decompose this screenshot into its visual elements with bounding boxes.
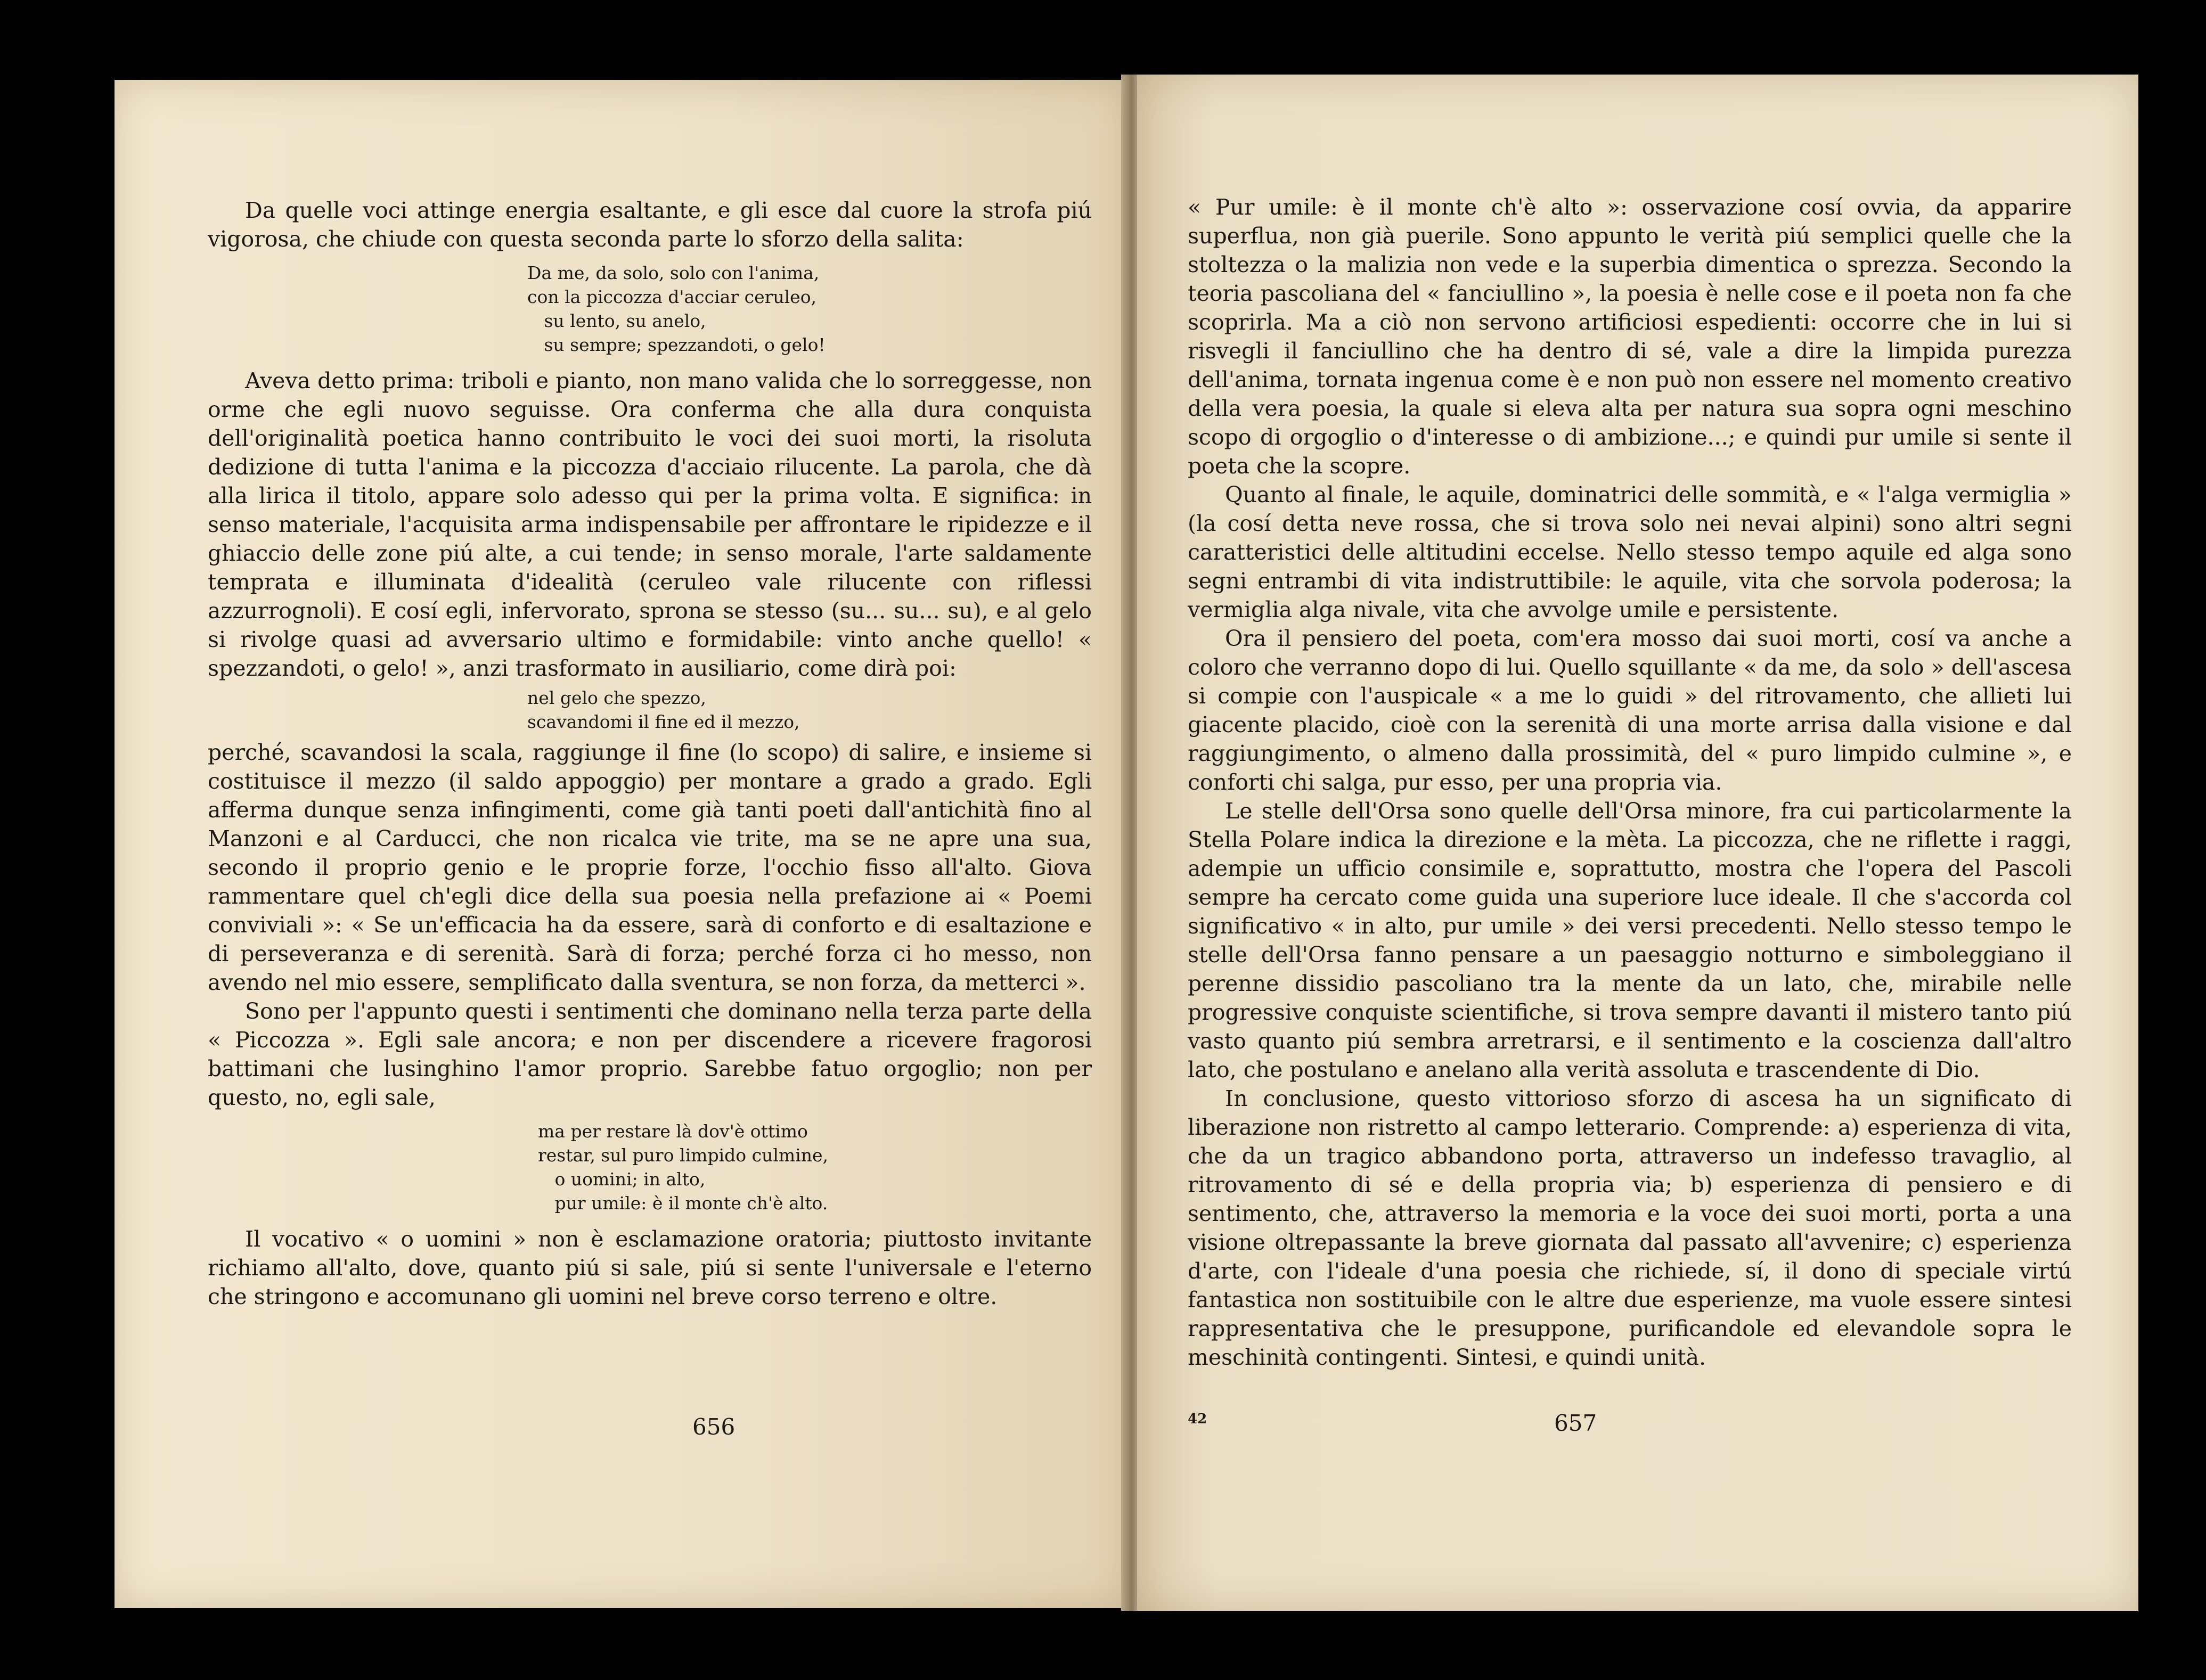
paragraph: Quanto al finale, le aquile, dominatrici delle sommità, e « l'alga vermiglia » (la cosí detta neve rossa, che si trova solo nei nevai alpini) sono altri segni caratteristici delle altitudini eccelse. Nello stesso tempo aquile ed alga sono segni entrambi di vita indistruttibile: le aquile, vita che sorvola poderosa; la vermiglia alga nivale, vita che avvolge umile e persistente. [1188,482,2072,622]
paragraph: Sono per l'appunto questi i sentimenti che dominano nella terza parte della « Piccozza ». Egli sale ancora; e non per discendere a ricevere fragorosi battimani che lusinghino l'amor proprio. Sarebbe fatuo orgoglio; non per questo, no, egli sale, [208,998,1092,1110]
verse-line: nel gelo che spezzo, [527,687,706,708]
signature-mark: 42 [1188,1411,1207,1427]
paragraph: perché, scavandosi la scala, raggiunge il fine (lo scopo) di salire, e insieme si costituisce il mezzo (il saldo appoggio) per montare a grado a grado. Egli afferma dunque senza infingimenti, come già tanti poeti dall'antichità fino al Manzoni e al Carducci, che non ricalca vie trite, ma se ne apre una sua, secondo il proprio genio e le proprie forze, l'occhio fisso all'alto. Giova rammentare quel ch'egli dice della sua poesia nella prefazione ai « Poemi conviviali »: « Se un'efficacia ha da essere, sarà di conforto e di esaltazione e di perseveranza e di serenità. Sarà di forza; perché forza ci ho messo, non avendo nel mio essere, semplificato dalla sventura, se non forza, da metterci ». [208,740,1092,995]
verse-line: con la piccozza d'acciar ceruleo, [527,286,817,307]
verse-line: su sempre; spezzandoti, o gelo! [527,334,826,355]
paragraph: Le stelle dell'Orsa sono quelle dell'Orsa minore, fra cui particolarmente la Stella Polare indica la direzione e la mèta. La piccozza, che ne riflette i raggi, adempie un ufficio consimile e, soprattutto, mostra che l'opera del Pascoli sempre ha cercato come guida una superiore luce ideale. Il che s'accorda col significativo « in alto, pur umile » dei versi precedenti. Nello stesso tempo le stelle dell'Orsa fanno pensare a un paesaggio notturno e simboleggiano il perenne dissidio pascoliano tra la mente da un lato, che, mirabile nelle progressive conquiste scientifiche, si trova sempre davanti il mistero tanto piú vasto quanto piú sembra arretrarsi, e il sentimento e la coscienza dall'altro lato, che postulano e anelano alla verità assoluta e trascendente di Dio. [1188,798,2072,1083]
verse-block [527,261,1092,357]
left-page-text [208,196,1092,1311]
verse-line: su lento, su anelo, [527,310,706,331]
verse-line: pur umile: è il monte ch'è alto. [538,1193,828,1214]
verse-line: Da me, da solo, solo con l'anima, [527,263,820,283]
paragraph: In conclusione, questo vittorioso sforzo di ascesa ha un significato di liberazione non ristretto al campo letterario. Comprende: a) esperienza di vita, che da un tragico abbandono porta, attraverso un indefesso travaglio, al ritrovamento di sé e della propria via; b) esperienza di pensiero e di sentimento, che, attraverso la memoria e la voce dei suoi morti, porta a una visione oltrepassante la breve giornata dal passato all'avvenire; c) esperienza d'arte, con l'ideale d'una poesia che richiede, sí, il dono di speciale virtú fantastica non sostituibile con le altre due esperienze, ma vuole essere sintesi rappresentativa che le presuppone, purificandole ed elevandole sopra le meschinità contingenti. Sintesi, e quindi unità. [1188,1086,2072,1370]
right-page-text [1188,193,2072,1372]
page-number: 656 [692,1414,736,1440]
verse-line: restar, sul puro limpido culmine, [538,1145,829,1166]
verse-block [538,1119,1092,1215]
verse-line: o uomini; in alto, [538,1169,706,1190]
page-number: 657 [1554,1410,1597,1436]
verse-line: scavandomi il fine ed il mezzo, [527,711,800,732]
verse-line: ma per restare là dov'è ottimo [538,1121,808,1142]
verse-block [527,686,1092,734]
paragraph: Il vocativo « o uomini » non è esclamazione oratoria; piuttosto invitante richiamo all'alto, dove, quanto piú si sale, piú si sente l'universale e l'eterno che stringono e accomunano gli uomini nel breve corso terreno e oltre. [208,1226,1092,1309]
paragraph: Aveva detto prima: triboli e pianto, non mano valida che lo sorreggesse, non orme che egli nuovo seguisse. Ora conferma che alla dura conquista dell'originalità poetica hanno contribuito le voci dei suoi morti, la risoluta dedizione di tutta l'anima e la piccozza d'acciaio rilucente. La parola, che dà alla lirica il titolo, appare solo adesso qui per la prima volta. E significa: in senso materiale, l'acquisita arma indispensabile per affrontare le ripidezze e il ghiaccio delle zone piú alte, a cui tende; in senso morale, l'arte saldamente temprata e illuminata d'idealità (ceruleo vale rilucente con riflessi azzurrognoli). E cosí egli, infervorato, sprona se stesso (su... su... su), e al gelo si rivolge quasi ad avversario ultimo e formidabile: vinto anche quello! « spezzandoti, o gelo! », anzi trasformato in ausiliario, come dirà poi: [208,368,1092,681]
paragraph: Ora il pensiero del poeta, com'era mosso dai suoi morti, cosí va anche a coloro che verranno dopo di lui. Quello squillante « da me, da solo » dell'ascesa si compie con l'auspicale « a me lo guidi » del ritrovamento, che allieti lui giacente placido, cioè con la serenità di una morte arrisa dalla visione e dal raggiungimento, o almeno dalla prossimità, del « puro limpido culmine », e conforti chi salga, pur esso, per una propria via. [1188,626,2072,795]
paragraph: Da quelle voci attinge energia esaltante, e gli esce dal cuore la strofa piú vigorosa, che chiude con questa seconda parte lo sforzo della salita: [208,198,1092,252]
paragraph: « Pur umile: è il monte ch'è alto »: osservazione cosí ovvia, da apparire superflua, non già puerile. Sono appunto le verità piú semplici quelle che la stoltezza o la malizia non vede e la superbia dimentica o sprezza. Secondo la teoria pascoliana del « fanciullino », la poesia è nelle cose e il poeta non fa che scoprirla. Ma a ciò non servono artificiosi espedienti: occorre che in lui si risvegli il fanciullino che ha dentro di sé, vale a dire la limpida purezza dell'anima, tornata ingenua come è e non può non essere nel momento creativo della vera poesia, la quale si eleva alta per natura sua sopra ogni meschino scopo di orgoglio o d'interesse o di ambizione...; e quindi pur umile si sente il poeta che la scopre. [1188,194,2072,479]
